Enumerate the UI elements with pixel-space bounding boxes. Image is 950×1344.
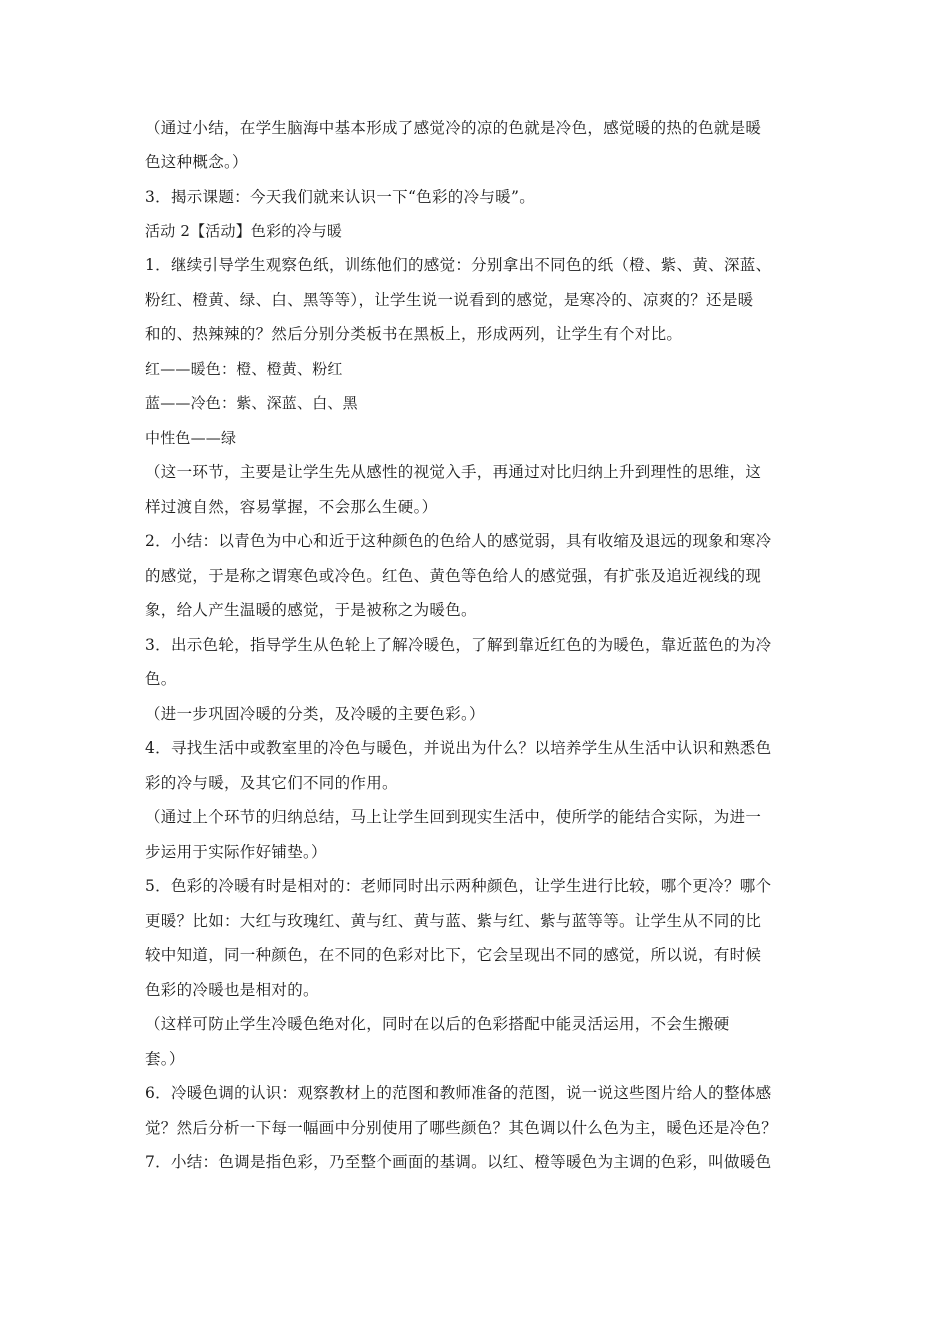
text-line: 蓝——冷色：紫、深蓝、白、黑: [145, 394, 358, 412]
text-line: 色。: [145, 670, 177, 688]
text-line: 2．小结：以青色为中心和近于这种颜色的色给人的感觉弱，具有收缩及退远的现象和寒冷: [145, 532, 772, 550]
text-line: 的感觉，于是称之谓寒色或冷色。红色、黄色等色给人的感觉强，有扩张及追近视线的现: [145, 567, 762, 585]
text-line: 粉红、橙黄、绿、白、黑等等），让学生说一说看到的感觉，是寒冷的、凉爽的？还是暖: [145, 291, 754, 309]
text-line: 1．继续引导学生观察色纸，训练他们的感觉：分别拿出不同色的纸（橙、紫、黄、深蓝、: [145, 256, 772, 274]
text-line: 5．色彩的冷暖有时是相对的：老师同时出示两种颜色，让学生进行比较，哪个更冷？哪个: [145, 877, 772, 895]
text-line: （进一步巩固冷暖的分类，及冷暖的主要色彩。）: [145, 705, 485, 723]
text-line: 更暖？比如：大红与玫瑰红、黄与红、黄与蓝、紫与红、紫与蓝等等。让学生从不同的比: [145, 912, 762, 930]
text-line: 较中知道，同一种颜色，在不同的色彩对比下，它会呈现出不同的感觉，所以说，有时候: [145, 946, 762, 964]
text-line: 彩的冷与暖，及其它们不同的作用。: [145, 774, 398, 792]
text-line: 6．冷暖色调的认识：观察教材上的范图和教师准备的范图，说一说这些图片给人的整体感: [145, 1084, 772, 1102]
text-line: 样过渡自然，容易掌握，不会那么生硬。）: [145, 498, 438, 516]
activity-heading: 活动 2【活动】色彩的冷与暖: [145, 222, 343, 240]
text-line: 象，给人产生温暖的感觉，于是被称之为暖色。: [145, 601, 477, 619]
text-line: 套。）: [145, 1050, 185, 1068]
text-line: 4．寻找生活中或教室里的冷色与暖色，并说出为什么？以培养学生从生活中认识和熟悉色: [145, 739, 772, 757]
text-line: （这样可防止学生冷暖色绝对化，同时在以后的色彩搭配中能灵活运用，不会生搬硬: [145, 1015, 730, 1033]
text-line: 中性色——绿: [145, 429, 237, 447]
text-line: 3．出示色轮，指导学生从色轮上了解冷暖色，了解到靠近红色的为暖色，靠近蓝色的为冷: [145, 636, 772, 654]
text-line: （通过小结，在学生脑海中基本形成了感觉冷的凉的色就是冷色，感觉暖的热的色就是暖: [145, 119, 762, 137]
text-line: 色彩的冷暖也是相对的。: [145, 981, 319, 999]
text-line: 和的、热辣辣的？然后分别分类板书在黑板上，形成两列，让学生有个对比。: [145, 325, 683, 343]
text-line: （通过上个环节的归纳总结，马上让学生回到现实生活中，使所学的能结合实际，为进一: [145, 808, 762, 826]
text-line: 步运用于实际作好铺垫。）: [145, 843, 327, 861]
text-line: 3．揭示课题：今天我们就来认识一下“色彩的冷与暖”。: [145, 188, 536, 206]
text-line: 觉？然后分析一下每一幅画中分别使用了哪些颜色？其色调以什么色为主，暖色还是冷色？: [145, 1119, 778, 1137]
text-line: 7．小结：色调是指色彩，乃至整个画面的基调。以红、橙等暖色为主调的色彩，叫做暖色: [145, 1153, 772, 1171]
text-line: 色这种概念。）: [145, 153, 248, 171]
text-line: （这一环节，主要是让学生先从感性的视觉入手，再通过对比归纳上升到理性的思维，这: [145, 463, 762, 481]
text-line: 红——暖色：橙、橙黄、粉红: [145, 360, 343, 378]
